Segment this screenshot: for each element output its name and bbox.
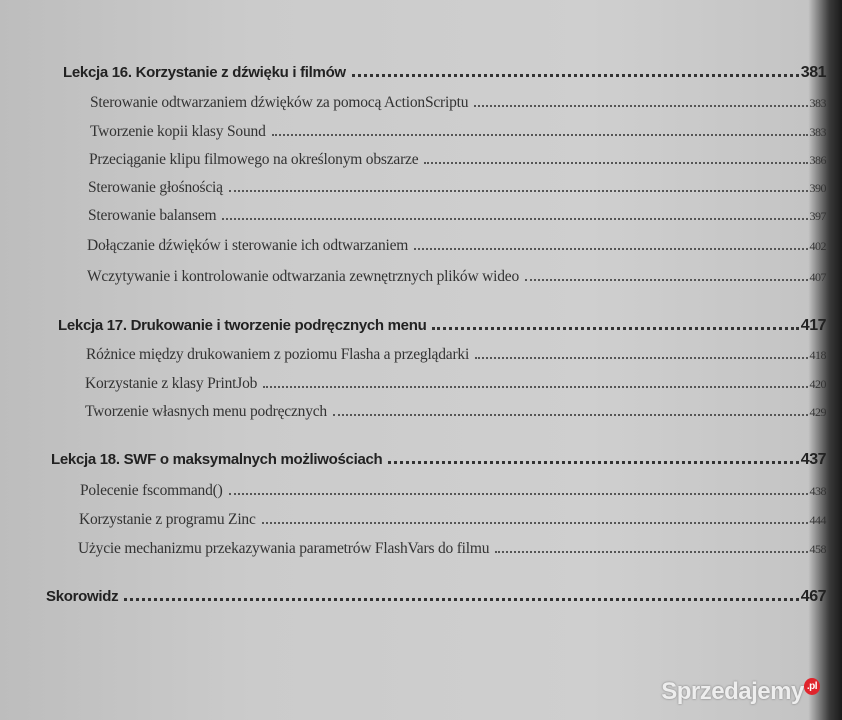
leader-dots xyxy=(222,218,807,220)
chapter-title: Lekcja 17. Drukowanie i tworzenie podręcznych menu xyxy=(58,317,427,334)
item-title: Użycie mechanizmu przekazywania parametrów FlashVars do filmu xyxy=(78,540,490,557)
page-number: 418 xyxy=(809,348,826,362)
item-title: Wczytywanie i kontrolowanie odtwarzania zewnętrznych plików wideo xyxy=(87,268,520,285)
page-number: 381 xyxy=(800,64,826,81)
watermark-logo xyxy=(661,678,820,706)
chapter-title: Skorowidz xyxy=(46,588,119,605)
item-title: Różnice między drukowaniem z poziomu Flasha a przeglądarki xyxy=(86,346,470,363)
toc-chapter-18 xyxy=(51,451,826,469)
item-title: Polecenie fscommand() xyxy=(80,482,223,499)
leader-dots xyxy=(432,327,798,330)
leader-dots xyxy=(388,461,798,464)
leader-dots xyxy=(414,248,807,250)
leader-dots xyxy=(272,134,808,136)
item-title: Sterowanie głośnością xyxy=(88,179,223,196)
item-title: Dołączanie dźwięków i sterowanie ich odtwarzaniem xyxy=(87,237,409,254)
toc-item xyxy=(78,540,826,558)
page-number: 429 xyxy=(809,405,826,419)
item-title: Przeciąganie klipu filmowego na określonym obszarze xyxy=(89,151,419,168)
item-title: Tworzenie własnych menu podręcznych xyxy=(85,403,327,420)
page-number: 444 xyxy=(809,513,826,527)
toc-item xyxy=(88,207,826,225)
toc-item xyxy=(86,346,826,364)
leader-dots xyxy=(495,551,807,553)
page-number: 402 xyxy=(809,239,826,253)
toc-item xyxy=(80,482,826,500)
toc-item xyxy=(85,375,826,393)
page-number: 386 xyxy=(809,153,826,167)
item-title: Korzystanie z programu Zinc xyxy=(79,511,256,528)
toc-item xyxy=(79,511,826,529)
page-number: 437 xyxy=(800,451,826,468)
page-number: 420 xyxy=(809,377,826,391)
toc-chapter-16 xyxy=(63,64,826,82)
toc-item xyxy=(90,123,826,141)
item-title: Sterowanie odtwarzaniem dźwięków za pomocą ActionScriptu xyxy=(90,94,469,111)
leader-dots xyxy=(475,357,807,359)
page-number: 458 xyxy=(809,542,826,556)
toc-item xyxy=(87,268,826,286)
chapter-title: Lekcja 16. Korzystanie z dźwięku i filmów xyxy=(63,64,346,81)
page-number: 467 xyxy=(800,588,826,605)
item-title: Tworzenie kopii klasy Sound xyxy=(90,123,266,140)
page-number: 383 xyxy=(809,96,826,110)
leader-dots xyxy=(474,105,807,107)
watermark-text: Sprzedajemy xyxy=(661,678,804,705)
leader-dots xyxy=(333,414,808,416)
leader-dots xyxy=(352,74,799,77)
toc-item xyxy=(89,151,826,169)
leader-dots xyxy=(525,279,807,281)
item-title: Sterowanie balansem xyxy=(88,207,217,224)
item-title: Korzystanie z klasy PrintJob xyxy=(85,375,258,392)
toc-item xyxy=(87,237,826,255)
toc-item xyxy=(88,179,826,197)
chapter-title: Lekcja 18. SWF o maksymalnych możliwościach xyxy=(51,451,383,468)
page-number: 407 xyxy=(809,270,826,284)
page-number: 417 xyxy=(800,317,826,334)
toc-item xyxy=(85,403,826,421)
watermark-badge: .pl xyxy=(804,678,820,695)
page-number: 438 xyxy=(809,484,826,498)
toc-index xyxy=(46,588,826,606)
leader-dots xyxy=(124,598,798,601)
toc-chapter-17 xyxy=(58,317,826,335)
page-number: 383 xyxy=(809,125,826,139)
leader-dots xyxy=(424,162,807,164)
leader-dots xyxy=(229,190,808,192)
page-number: 390 xyxy=(809,181,826,195)
leader-dots xyxy=(262,522,808,524)
leader-dots xyxy=(263,386,807,388)
leader-dots xyxy=(229,493,808,495)
toc-item xyxy=(90,94,826,112)
page-number: 397 xyxy=(809,209,826,223)
